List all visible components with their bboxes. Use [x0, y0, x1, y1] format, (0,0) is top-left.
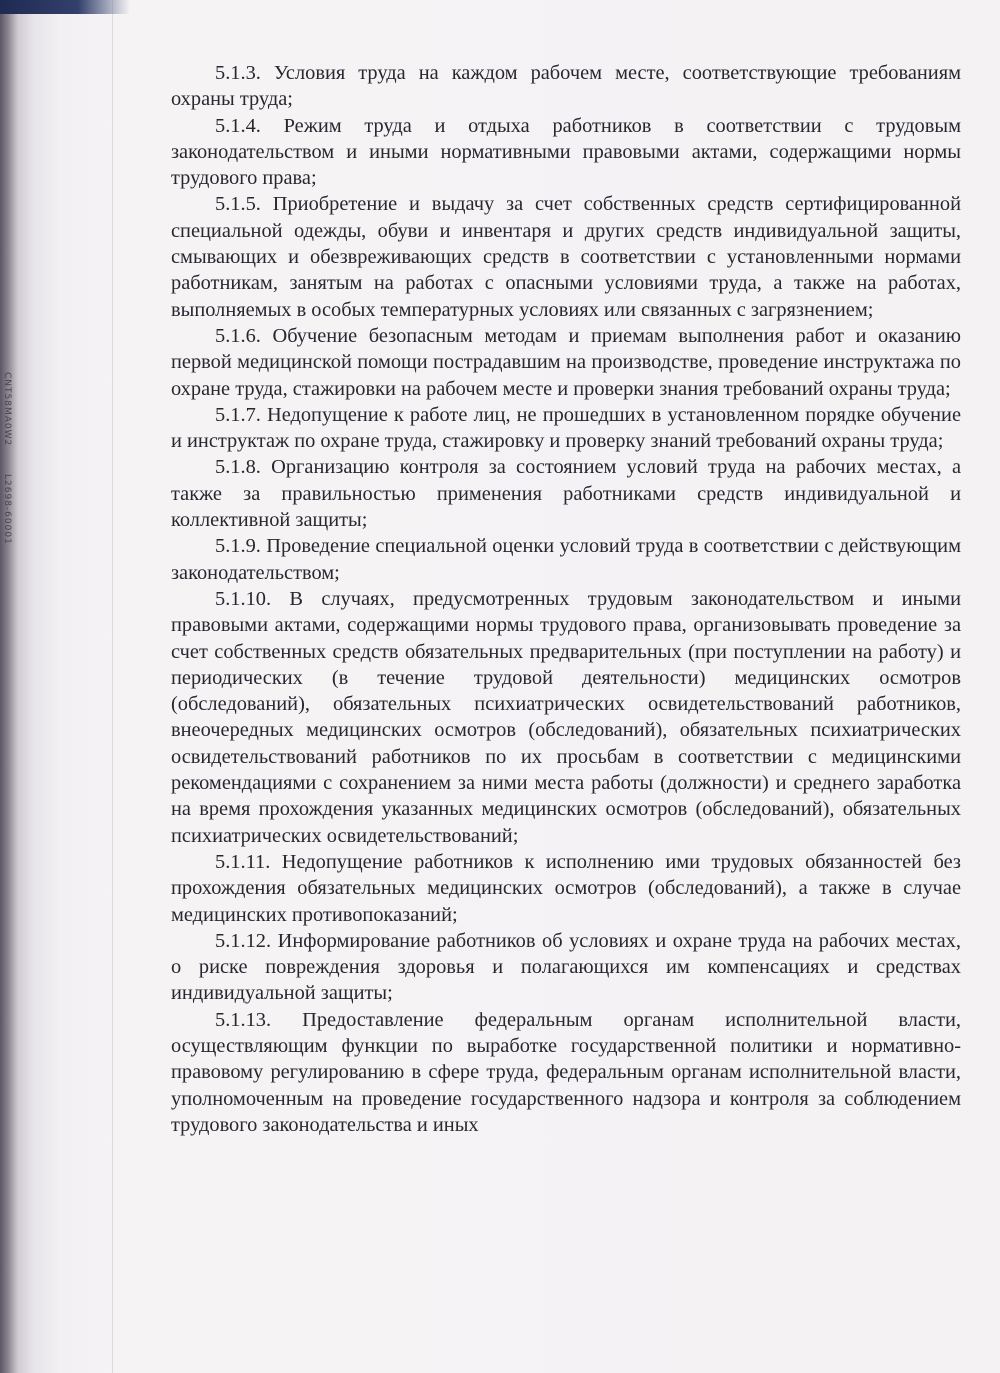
clause-5-1-12: [171, 928, 961, 1007]
clause-5-1-3: [171, 60, 961, 113]
margin-code-part-a: CNT58MA0W2: [2, 372, 12, 447]
clause-text: Приобретение и выдачу за счет собственных средств сертифицированной специальной одежды, обуви и инвентаря и других средств индивидуальной защиты, смывающих и обезвреживающих средств в соответствии с установленными нормами работникам, занятым на работах с опасными условиями труда, а также на работах, выполняемых в особых температурных условиях или связанных с загрязнением;: [171, 193, 961, 321]
clause-text: Обучение безопасным методам и приемам выполнения работ и оказанию первой медицинской помощи пострадавшим на производстве, проведение инструктажа по охране труда, стажировки на рабочем месте и проверки знания требований охраны труда;: [171, 324, 961, 400]
clause-5-1-11: [171, 849, 961, 928]
clause-5-1-7: [171, 402, 961, 455]
clause-5-1-5: [171, 191, 961, 322]
clause-number: 5.1.8.: [215, 456, 261, 479]
clause-text: В случаях, предусмотренных трудовым законодательством и иными правовыми актами, содержащими нормы трудового права, организовывать проведение за счет собственных средств обязательных предварительных (при поступлении на работу) и периодических (в течение трудовой деятельности) медицинских осмотров (обследований), обязательных психиатрических освидетельствований работников, внеочередных медицинских осмотров (обследований), обязательных психиатрических освидетельствований работников по их просьбам в соответствии с медицинскими рекомендациями с сохранением за ними места работы (должности) и среднего заработка на время прохождения указанных медицинских осмотров (обследований), обязательных психиатрических освидетельствований;: [171, 587, 961, 847]
clause-text: Режим труда и отдыха работников в соответствии с трудовым законодательством и иными нормативными правовыми актами, содержащими нормы трудового права;: [171, 114, 961, 190]
clause-number: 5.1.9.: [215, 535, 261, 558]
clause-5-1-4: [171, 113, 961, 192]
clause-text: Условия труда на каждом рабочем месте, соответствующие требованиям охраны труда;: [171, 62, 961, 111]
clause-text: Информирование работников об условиях и охране труда на рабочих местах, о риске повреждения здоровья и полагающихся им компенсациях и средствах индивидуальной защиты;: [171, 929, 961, 1005]
page-fold: [112, 0, 113, 1373]
clause-text: Предоставление федеральным органам исполнительной власти, осуществляющим функции по выработке государственной политики и нормативно-правовому регулированию в сфере труда, федеральным органам исполнительной власти, уполномоченным на проведение государственного надзора и контроля за соблюдением трудового законодательства и иных: [171, 1008, 961, 1136]
clause-number: 5.1.12.: [215, 929, 272, 952]
margin-serial-code: [0, 372, 12, 672]
clause-5-1-13: [171, 1007, 961, 1138]
clause-number: 5.1.4.: [215, 114, 261, 137]
clause-number: 5.1.10.: [215, 587, 272, 610]
clause-text: Проведение специальной оценки условий труда в соответствии с действующим законодательством;: [171, 535, 961, 584]
clause-number: 5.1.5.: [215, 193, 261, 216]
clause-5-1-10: [171, 586, 961, 849]
margin-code-part-b: L2698-60001: [2, 474, 12, 546]
scan-edge-shadow: [0, 0, 130, 14]
clause-text: Недопущение работников к исполнению ими трудовых обязанностей без прохождения обязательных медицинских осмотров (обследований), а также в случае медицинских противопоказаний;: [171, 850, 961, 926]
clause-text: Недопущение к работе лиц, не прошедших в установленном порядке обучение и инструктаж по охране труда, стажировку и проверку знаний требований охраны труда;: [171, 403, 961, 453]
clause-number: 5.1.7.: [215, 403, 261, 426]
clause-number: 5.1.13.: [215, 1008, 272, 1031]
clause-text: Организацию контроля за состоянием условий труда на рабочих местах, а также за правильностью применения работниками средств индивидуальной и коллективной защиты;: [171, 456, 961, 532]
clause-number: 5.1.6.: [215, 324, 261, 347]
clause-5-1-6: [171, 323, 961, 402]
clause-number: 5.1.3.: [215, 62, 261, 84]
clause-number: 5.1.11.: [215, 850, 271, 873]
clause-5-1-9: [171, 533, 961, 586]
document-body: [171, 60, 961, 1138]
clause-5-1-8: [171, 454, 961, 533]
